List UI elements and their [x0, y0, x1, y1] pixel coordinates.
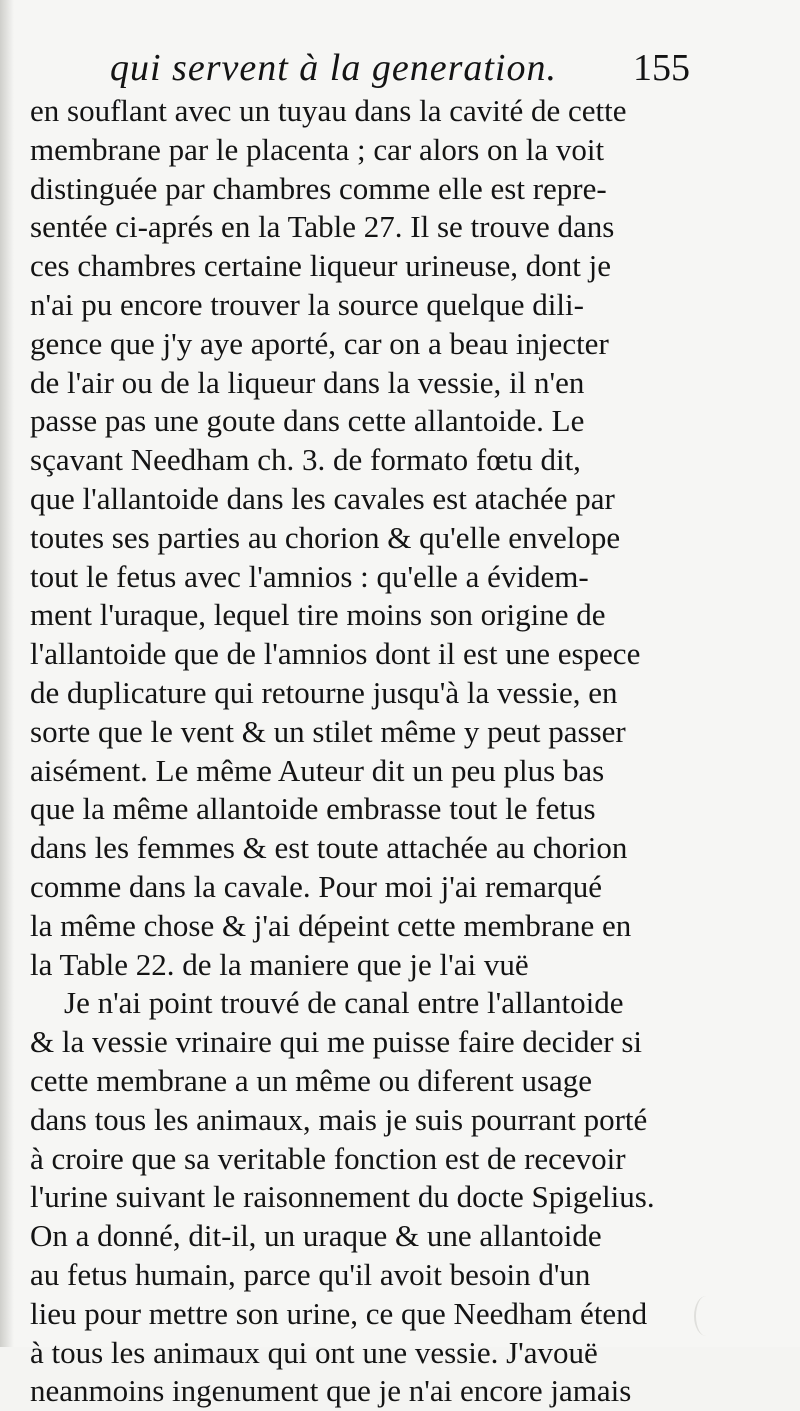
text-line: la Table 22. de la maniere que je l'ai vuë: [30, 946, 529, 982]
page-header: [110, 40, 690, 96]
running-title: qui servent à la generation.: [110, 47, 557, 89]
text-line: lieu pour mettre son urine, ce que Needham étend: [30, 1295, 648, 1331]
text-line: de duplicature qui retourne jusqu'à la vessie, en: [30, 674, 618, 710]
paper-mark: [694, 1296, 718, 1336]
text-line: à croire que sa veritable fonction est de recevoir: [30, 1140, 626, 1176]
text-line: au fetus humain, parce qu'il avoit besoin d'un: [30, 1256, 591, 1292]
text-line: la même chose & j'ai dépeint cette membrane en: [30, 907, 632, 943]
text-line: aisément. Le même Auteur dit un peu plus bas: [30, 752, 605, 788]
text-line: l'urine suivant le raisonnement du docte Spigelius.: [30, 1179, 655, 1215]
text-line: neanmoins ingenument que je n'ai encore jamais: [30, 1373, 632, 1409]
text-line: sçavant Needham ch. 3. de formato fœtu dit,: [30, 442, 581, 478]
text-line: l'allantoide que de l'amnios dont il est une espece: [30, 636, 641, 672]
text-line: dans tous les animaux, mais je suis pourrant porté: [30, 1101, 648, 1137]
text-line: comme dans la cavale. Pour moi j'ai remarqué: [30, 868, 602, 904]
text-line: dans les femmes & est toute attachée au chorion: [30, 830, 628, 866]
text-line: que l'allantoide dans les cavales est atachée par: [30, 480, 615, 516]
text-line: membrane par le placenta ; car alors on la voit: [30, 131, 605, 167]
binding-shadow: [0, 0, 14, 1347]
text-line: toutes ses parties au chorion & qu'elle envelope: [30, 519, 621, 555]
text-line: ment l'uraque, lequel tire moins son origine de: [30, 597, 606, 633]
text-line: gence que j'y aye aporté, car on a beau injecter: [30, 325, 609, 361]
body-text: [30, 92, 690, 1411]
page-number: 155: [633, 47, 690, 89]
text-line: cette membrane a un même ou diferent usage: [30, 1062, 593, 1098]
text-line: tout le fetus avec l'amnios : qu'elle a évidem-: [30, 558, 589, 594]
text-line: que la même allantoide embrasse tout le fetus: [30, 791, 596, 827]
paragraph-start-line: Je n'ai point trouvé de canal entre l'allantoide: [64, 985, 624, 1021]
text-line: à tous les animaux qui ont une vessie. J'avouë: [30, 1334, 598, 1370]
text-line: de l'air ou de la liqueur dans la vessie, il n'en: [30, 364, 585, 400]
text-line: n'ai pu encore trouver la source quelque dili-: [30, 286, 584, 322]
text-line: passe pas une goute dans cette allantoide. Le: [30, 403, 585, 439]
text-line: ces chambres certaine liqueur urineuse, dont je: [30, 248, 612, 284]
text-line: sentée ci-aprés en la Table 27. Il se trouve dans: [30, 209, 615, 245]
text-line: distinguée par chambres comme elle est repre-: [30, 170, 607, 206]
text-line: On a donné, dit-il, un uraque & une allantoide: [30, 1218, 602, 1254]
text-line: en souflant avec un tuyau dans la cavité de cette: [30, 93, 627, 128]
text-line: sorte que le vent & un stilet même y peut passer: [30, 713, 626, 749]
text-line: & la vessie vrinaire qui me puisse faire decider si: [30, 1024, 643, 1060]
